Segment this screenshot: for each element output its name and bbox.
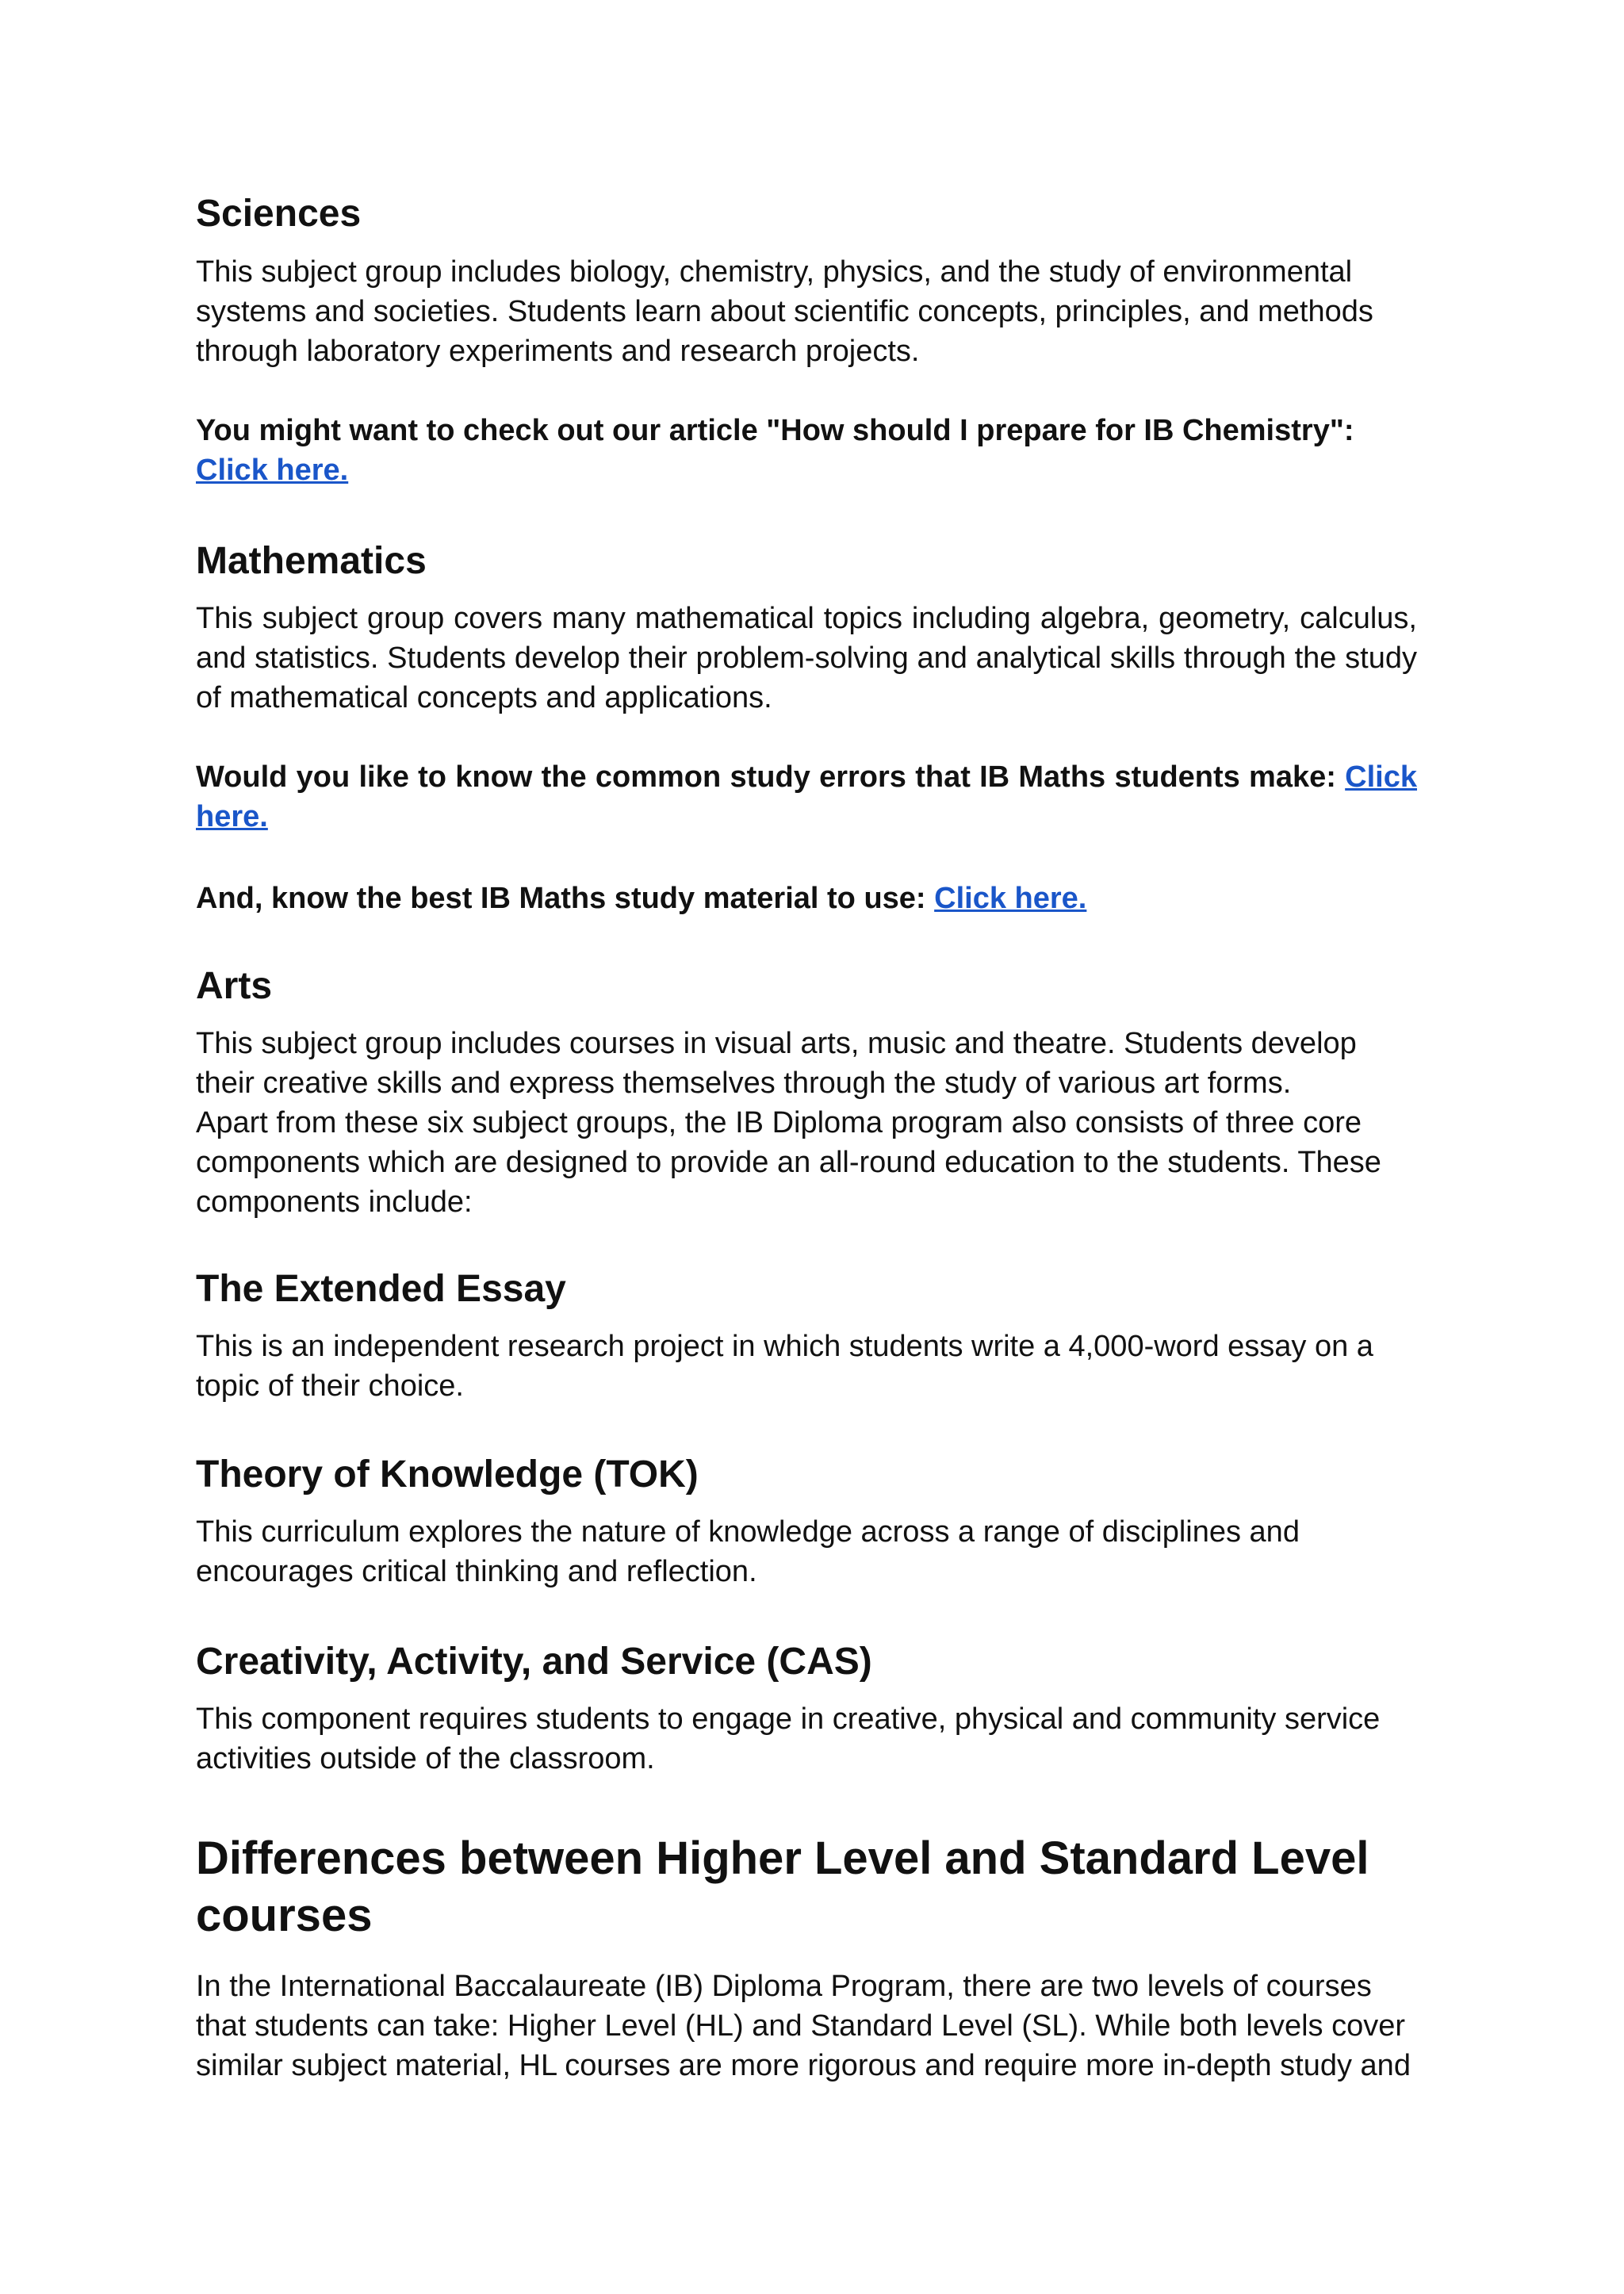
chemistry-article-link[interactable]: Click here. <box>196 454 349 487</box>
mathematics-body: This subject group covers many mathematical topics including algebra, geometry, calculus, and statistics. Students develop their problem-solving and analytical skills through the study of mathematical concepts and applications. <box>196 602 1417 714</box>
chemistry-callout-text: You might want to check out our article "How should I prepare for IB Chemistry": <box>196 414 1354 447</box>
chemistry-callout <box>196 411 1417 490</box>
maths-material-callout <box>196 879 1417 918</box>
core-components-intro: Apart from these six subject groups, the IB Diploma program also consists of three core components which are designed to provide an all-round education to the students. These components include: <box>196 1106 1381 1219</box>
maths-errors-callout <box>196 757 1417 837</box>
extended-essay-body: This is an independent research project in which students write a 4,000-word essay on a topic of their choice. <box>196 1330 1373 1403</box>
differences-heading: Differences between Higher Level and Standard Level courses <box>196 1833 1369 1941</box>
tok-heading: Theory of Knowledge (TOK) <box>196 1453 699 1496</box>
mathematics-heading: Mathematics <box>196 540 427 582</box>
sciences-body: This subject group includes biology, chemistry, physics, and the study of environmental systems and societies. Students learn about scientific concepts, principles, and methods through laboratory experiments and research projects. <box>196 255 1373 368</box>
arts-body <box>196 1024 1417 1222</box>
cas-body: This component requires students to engage in creative, physical and community service activities outside of the classroom. <box>196 1702 1381 1775</box>
cas-heading: Creativity, Activity, and Service (CAS) <box>196 1641 872 1683</box>
extended-essay-heading: The Extended Essay <box>196 1268 566 1310</box>
tok-body: This curriculum explores the nature of knowledge across a range of disciplines and encourages critical thinking and reflection. <box>196 1515 1300 1588</box>
sciences-heading: Sciences <box>196 193 362 235</box>
maths-errors-link[interactable]: Click here. <box>196 760 1417 833</box>
arts-body-text: This subject group includes courses in visual arts, music and theatre. Students develop their creative skills and express themselves through the study of various art forms. <box>196 1027 1357 1100</box>
maths-material-callout-text: And, know the best IB Maths study material to use: <box>196 882 926 915</box>
arts-heading: Arts <box>196 965 273 1007</box>
differences-body: In the International Baccalaureate (IB) Diploma Program, there are two levels of courses that students can take: Higher Level (HL) and Standard Level (SL). While both levels cover similar subject material, HL courses are more rigorous and require more in-depth study and <box>196 1970 1411 2082</box>
maths-material-link[interactable]: Click here. <box>934 882 1087 915</box>
maths-errors-callout-text: Would you like to know the common study errors that IB Maths students make: <box>196 760 1336 794</box>
